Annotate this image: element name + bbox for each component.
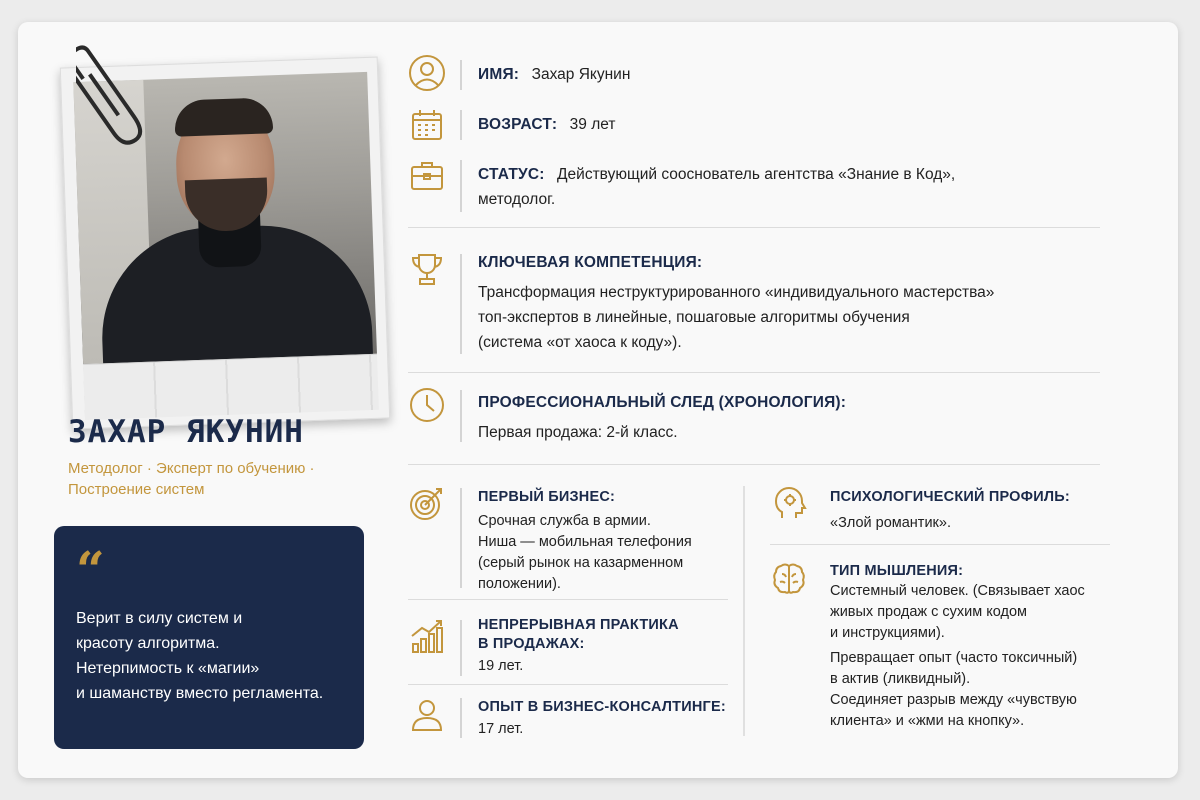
briefcase-icon [408,156,446,194]
status-value: Действующий сооснователь агентства «Знание в Код», [557,166,956,183]
timeline-label: ПРОФЕССИОНАЛЬНЫЙ СЛЕД (ХРОНОЛОГИЯ): [478,394,847,411]
quote-icon: “ [76,540,105,599]
quote-text [76,606,342,706]
profile-subtitle [68,458,368,500]
first-business-line: положении). [478,576,561,592]
thinking-section [830,562,1130,732]
profile-name: ЗАХАР ЯКУНИН [68,414,304,450]
thinking-line: Системный человек. (Связывает хаос [830,583,1085,599]
thinking-line: живых продаж с сухим кодом [830,604,1027,620]
quote-line: красоту алгоритма. [76,635,220,652]
thinking-line: Превращает опыт (часто токсичный) [830,650,1078,666]
psych-profile-value: «Злой романтик». [830,515,951,531]
quote-line: Верит в силу систем и [76,610,243,627]
user-icon [408,54,446,92]
status-field [478,162,1098,212]
thinking-label: ТИП МЫШЛЕНИЯ: [830,563,964,579]
competence-line: Трансформация неструктурированного «индивидуального мастерства» [478,284,995,301]
competence-label: КЛЮЧЕВАЯ КОМПЕТЕНЦИЯ: [478,254,703,271]
age-value: 39 лет [569,116,616,133]
quote-box [54,526,364,749]
head-gear-icon [770,484,808,522]
competence-line: топ-экспертов в линейные, пошаговые алгоритмы обучения [478,309,910,326]
thinking-line: клиента» и «жми на кнопку». [830,713,1025,729]
clock-icon [408,386,446,424]
polaroid-bottom-strip [83,354,379,420]
thinking-text-2 [830,648,1130,690]
paperclip-icon [76,36,146,166]
subtitle-line: Методолог · Эксперт по обучению · [68,460,315,477]
sales-practice-label: В ПРОДАЖАХ: [478,636,585,652]
first-business-line: (серый рынок на казарменном [478,555,684,571]
target-icon [408,484,446,522]
calendar-icon [408,106,446,144]
psych-profile-section [830,488,1120,534]
age-field [478,116,615,134]
competence-section [478,252,1108,355]
thinking-text-3 [830,690,1130,732]
sales-practice-label: НЕПРЕРЫВНАЯ ПРАКТИКА [478,617,679,633]
first-business-label: ПЕРВЫЙ БИЗНЕС: [478,489,616,505]
age-label: ВОЗРАСТ: [478,116,558,133]
timeline-text: Первая продажа: 2-й класс. [478,424,678,441]
subtitle-line: Построение систем [68,481,205,498]
growth-chart-icon [408,618,446,656]
timeline-section [478,392,1108,445]
sales-practice-value: 19 лет. [478,658,524,674]
first-business-line: Срочная служба в армии. [478,513,651,529]
thinking-line: в актив (ликвидный). [830,671,971,687]
sales-practice-section [478,616,738,677]
quote-line: и шаманству вместо регламента. [76,685,324,702]
consulting-section [478,698,758,740]
competence-line: (система «от хаоса к коду»). [478,334,682,351]
trophy-icon [408,250,446,288]
name-label: ИМЯ: [478,66,520,83]
name-field [478,66,630,84]
first-business-text [478,511,738,595]
brain-icon [770,560,808,598]
thinking-line: Соединяет разрыв между «чувствую [830,692,1077,708]
psych-profile-label: ПСИХОЛОГИЧЕСКИЙ ПРОФИЛЬ: [830,489,1070,505]
name-value: Захар Якунин [531,66,631,83]
first-business-section [478,488,738,595]
first-business-line: Ниша — мобильная телефония [478,534,692,550]
profile-card [18,22,1178,778]
consulting-value: 17 лет. [478,721,524,737]
thinking-text [830,581,1130,644]
consulting-label: ОПЫТ В БИЗНЕС-КОНСАЛТИНГЕ: [478,699,726,715]
quote-line: Нетерпимость к «магии» [76,660,260,677]
person-icon [408,696,446,734]
competence-text [478,280,1108,355]
thinking-line: и инструкциями). [830,625,945,641]
status-label: СТАТУС: [478,166,545,183]
status-value: методолог. [478,191,556,208]
